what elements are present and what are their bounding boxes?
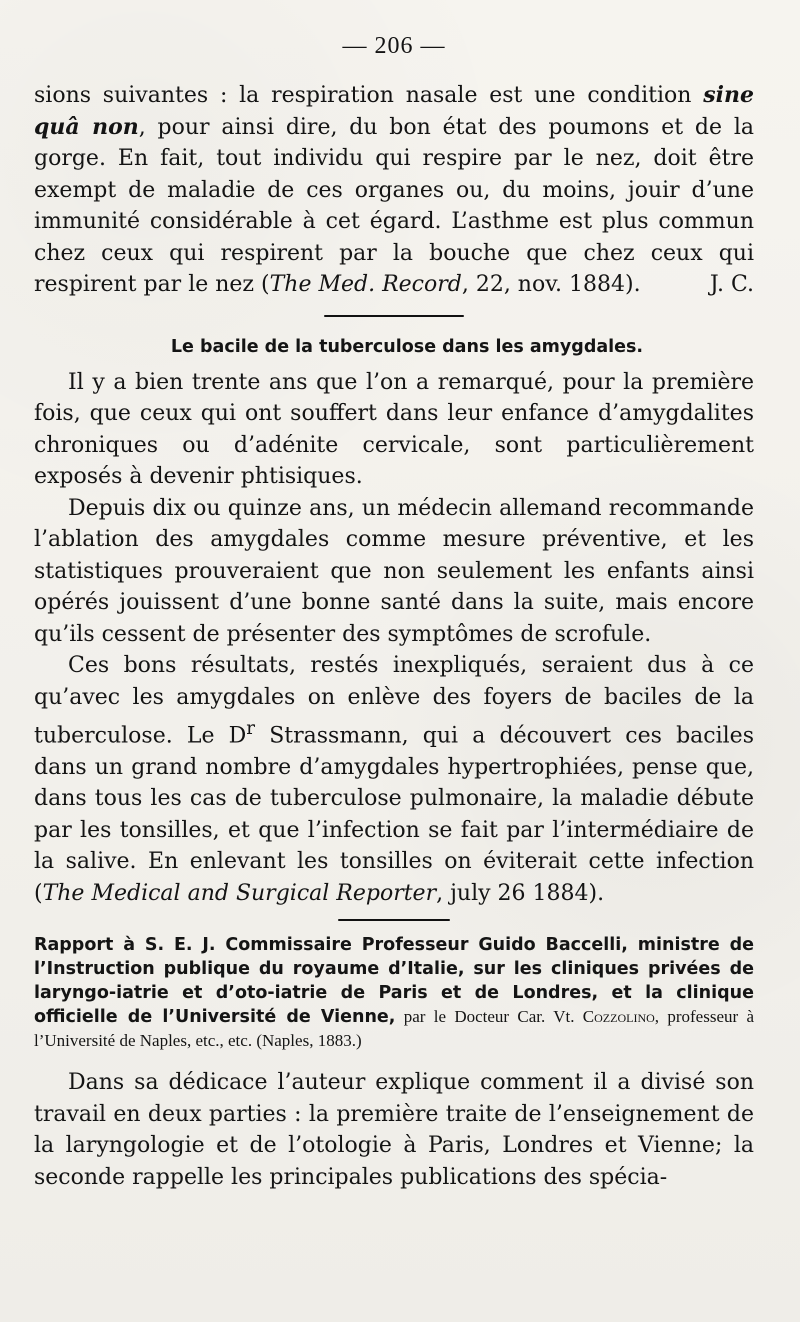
- report-author-name: Cozzolino: [582, 1007, 655, 1027]
- author-signature: J. C.: [709, 272, 754, 297]
- paragraph-asthma-text-c: , pour ainsi dire, du bon état des poumons et de la gorge. En fait, tout individu qui respire par le nez, doit être exempt de maladie de ces organes ou, du moins, jouir d’une immunité considérable à cet égard. L’asthme est plus commun chez ceux qui respirent par la bouche que chez ceux qui respirent par le nez (: [34, 114, 754, 297]
- paragraph-results-text-a: Ces bons résultats, restés inexpliqués, seraient dus à ce qu’avec les amygdales on enlève des foyers de baciles de la tuberculose. Le D: [34, 653, 754, 749]
- report-author-text-b: , professeur à l’Université de Naples, etc., etc. (Naples, 1883.): [34, 1007, 755, 1051]
- paragraph-asthma-text-e: , 22, nov. 1884).: [461, 272, 641, 297]
- section-heading: Le bacile de la tuberculose dans les amygdales.: [170, 336, 644, 357]
- report-divider: [338, 919, 450, 921]
- paragraph-history: Il y a bien trente ans que l’on a remarqué, pour la première fois, que ceux qui ont souffert dans leur enfance d’amygdalites chroniques ou d’adénite cervicale, sont particulièrement exposés à devenir phtisiques.: [34, 369, 754, 489]
- citation-title-reporter: The Medical and Surgical Reporter: [42, 880, 437, 906]
- paragraph-ablation: Depuis dix ou quinze ans, un médecin allemand recommande l’ablation des amygdales comme mesure préventive, et les statistiques prouveraient que non seulement les enfants ainsi opérés jouissent d’une bonne santé dans la suite, mais encore qu’ils cessent de présenter des symptômes de scrofule.: [34, 495, 754, 647]
- report-author-text-a: par le Docteur Car. Vt.: [395, 1007, 583, 1027]
- report-title-bold: Rapport à S. E. J. Commissaire Professeur Guido Baccelli, ministre de l’Instruction publique du royaume d’Italie, sur les cliniques privées de laryngo-iatrie et d’oto-iatrie de Paris et de Londres, et la clinique officielle de l’Université de Vienne,: [34, 935, 754, 1028]
- paragraph-asthma-text-a: sions suivantes : la respiration nasale est une condition: [34, 83, 704, 108]
- page-number: — 206 —: [342, 33, 446, 59]
- paragraph-results-text-b: Strassmann, qui a découvert ces baciles dans un grand nombre d’amygdales hypertrophiées, pense que, dans tous les cas de tuberculose pulmonaire, la maladie débute par les tonsilles, et que l’infection se fait par l’intermédiaire de la salive. En enlevant les tonsilles on éviterait cette infection (: [34, 723, 754, 906]
- paragraph-asthma: [34, 80, 754, 301]
- paragraph-results-text-d: , july 26 1884).: [436, 880, 605, 906]
- report-heading: [34, 933, 754, 1053]
- paragraph-results: [34, 650, 754, 909]
- citation-title-record: The Med. Record: [269, 272, 462, 297]
- section-divider: [324, 315, 464, 317]
- latin-phrase: sine quâ non: [34, 82, 754, 140]
- doctor-abbreviation-superscript: r: [246, 718, 256, 739]
- paragraph-dedication: Dans sa dédicace l’auteur explique comment il a divisé son travail en deux parties : la première traite de l’enseignement de la laryngologie et de l’otologie à Paris, Londres et Vienne; la seconde rappelle les principales publications des spécia-: [34, 1070, 754, 1190]
